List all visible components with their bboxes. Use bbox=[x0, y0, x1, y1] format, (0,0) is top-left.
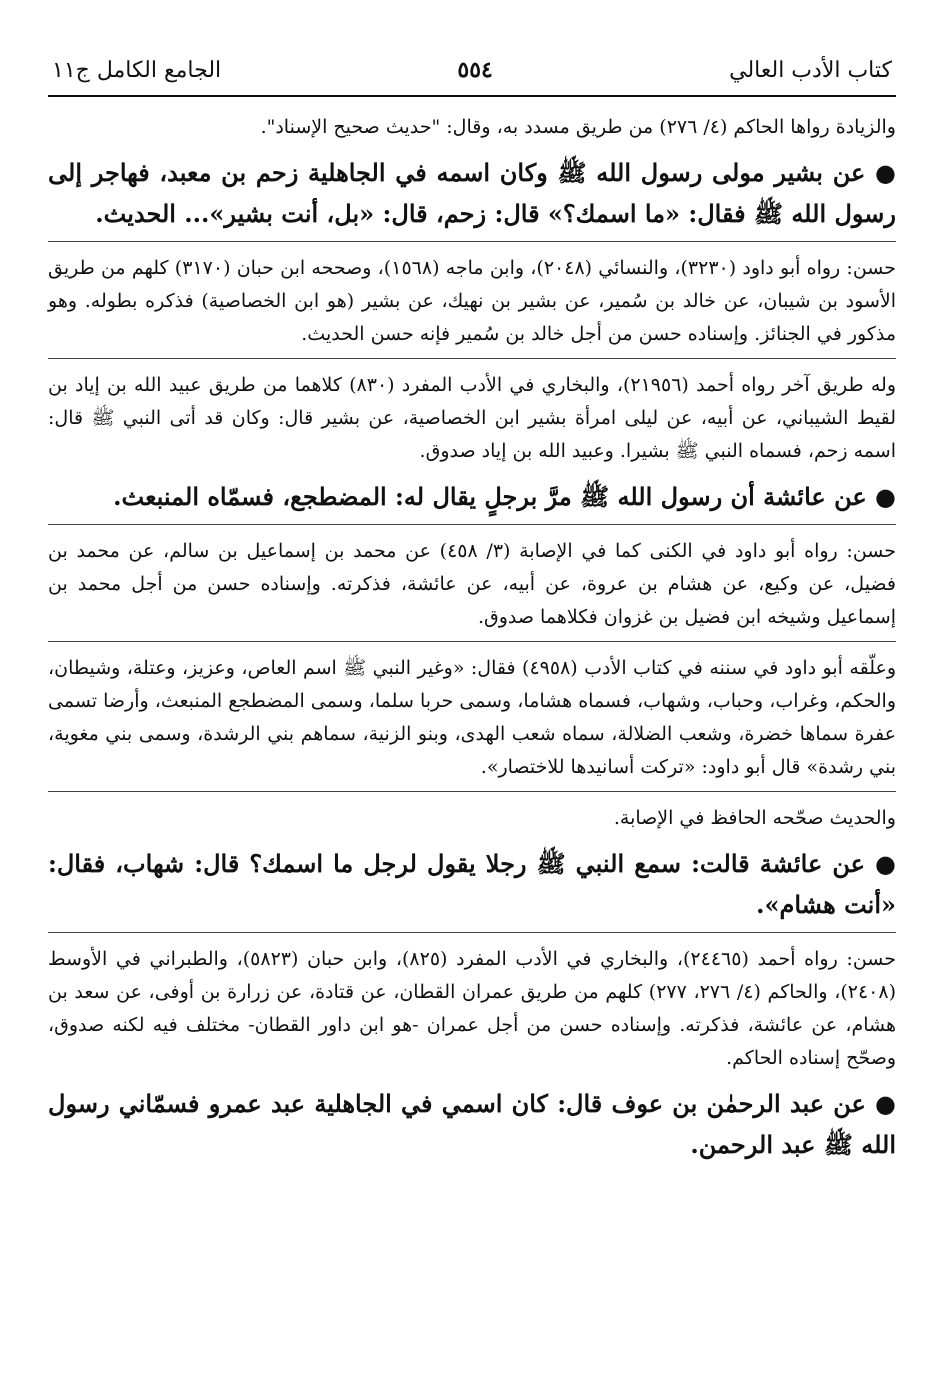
divider bbox=[48, 358, 896, 359]
page-number: ٥٥٤ bbox=[457, 57, 493, 83]
hadith-4: ● عن عبد الرحمٰن بن عوف قال: كان اسمي في الجاهلية عبد عمرو فسمّاني رسول الله ﷺ عبد الرحمن. bbox=[48, 1089, 896, 1159]
takhrij-3: حسن: رواه أحمد (٢٤٤٦٥)، والبخاري في الأدب المفرد (٨٢٥)، وابن حبان (٥٨٢٣)، والطبراني في الأوسط (٢٤٠٨)، والحاكم (٤/ ٢٧٦، ٢٧٧) كلهم من طريق عمران القطان، عن قتادة، عن زرارة بن أوفى، عن سعد بن هشام، عن عائشة، فذكرته. وإسناده حسن من أجل عمران -هو ابن داور القطان- مختلف فيه لكنه صدوق، وصحّح إسناده الحاكم. bbox=[48, 948, 896, 1069]
paragraph-7: وعلّقه أبو داود في سننه في كتاب الأدب (٤٩٥٨) فقال: «وغير النبي ﷺ اسم العاص، وعزيز، وعتلة، وشيطان، والحكم، وغراب، وحباب، وشهاب، فسماه هشاما، وسمى حربا سلما، وسمى المضطجع المنبعث، وأرضا تسمى عفرة سماها خضرة، وشعب الضلالة، سماه شعب الهدى، وبنو الزنية، سماهم بني الرشدة، وسمى بني مغوية، بني رشدة» قال أبو داود: «تركت أسانيدها للاختصار». bbox=[48, 657, 896, 778]
takhrij-2: حسن: رواه أبو داود في الكنى كما في الإصابة (٣/ ٤٥٨) عن محمد بن إسماعيل بن سالم، عن محمد بن فضيل، عن وكيع، عن هشام بن عروة، عن أبيه، عن عائشة، فذكرته. وإسناده حسن من أجل محمد بن إسماعيل وشيخه ابن فضيل بن غزوان فكلاهما صدوق. bbox=[48, 540, 896, 628]
series-title: الجامع الكامل ج١١ bbox=[52, 58, 222, 83]
hadith-1: ● عن بشير مولى رسول الله ﷺ وكان اسمه في الجاهلية زحم بن معبد، فهاجر إلى رسول الله ﷺ فقال: «ما اسمك؟» قال: زحم، قال: «بل، أنت بشير»... الحديث. bbox=[48, 158, 896, 228]
divider bbox=[48, 932, 896, 933]
book-title: كتاب الأدب العالي bbox=[729, 58, 892, 83]
paragraph-1: والزيادة رواها الحاكم (٤/ ٢٧٦) من طريق مسدد به، وقال: "حديث صحيح الإسناد". bbox=[260, 116, 896, 138]
hadith-3: ● عن عائشة قالت: سمع النبي ﷺ رجلا يقول لرجل ما اسمك؟ قال: شهاب، فقال: «أنت هشام». bbox=[48, 849, 896, 919]
header-rule bbox=[48, 95, 896, 97]
divider bbox=[48, 791, 896, 792]
paragraph-4: وله طريق آخر رواه أحمد (٢١٩٥٦)، والبخاري في الأدب المفرد (٨٣٠) كلاهما من طريق عبيد الله بن إياد بن لقيط الشيباني، عن أبيه، عن ليلى امرأة بشير ابن الخصاصية، عن بشير قال: وكان قد أتى النبي ﷺ قال: اسمه زحم، فسماه النبي ﷺ بشيرا. وعبيد الله بن إياد صدوق. bbox=[48, 374, 896, 462]
hadith-2: ● عن عائشة أن رسول الله ﷺ مرَّ برجلٍ يقال له: المضطجع، فسمّاه المنبعث. bbox=[113, 482, 896, 511]
takhrij-1: حسن: رواه أبو داود (٣٢٣٠)، والنسائي (٢٠٤٨)، وابن ماجه (١٥٦٨)، وصححه ابن حبان (٣١٧٠) كلهم من طريق الأسود بن شيبان، عن خالد بن سُمير، عن بشير بن نهيك، عن بشير (هو ابن الخصاصية) فذكره بطوله. وهو مذكور في الجنائز. وإسناده حسن من أجل خالد بن سُمير فإنه حسن الحديث. bbox=[48, 257, 896, 345]
divider bbox=[48, 524, 896, 525]
paragraph-8: والحديث صحّحه الحافظ في الإصابة. bbox=[613, 807, 896, 829]
running-header bbox=[48, 54, 896, 87]
divider bbox=[48, 641, 896, 642]
divider bbox=[48, 241, 896, 242]
